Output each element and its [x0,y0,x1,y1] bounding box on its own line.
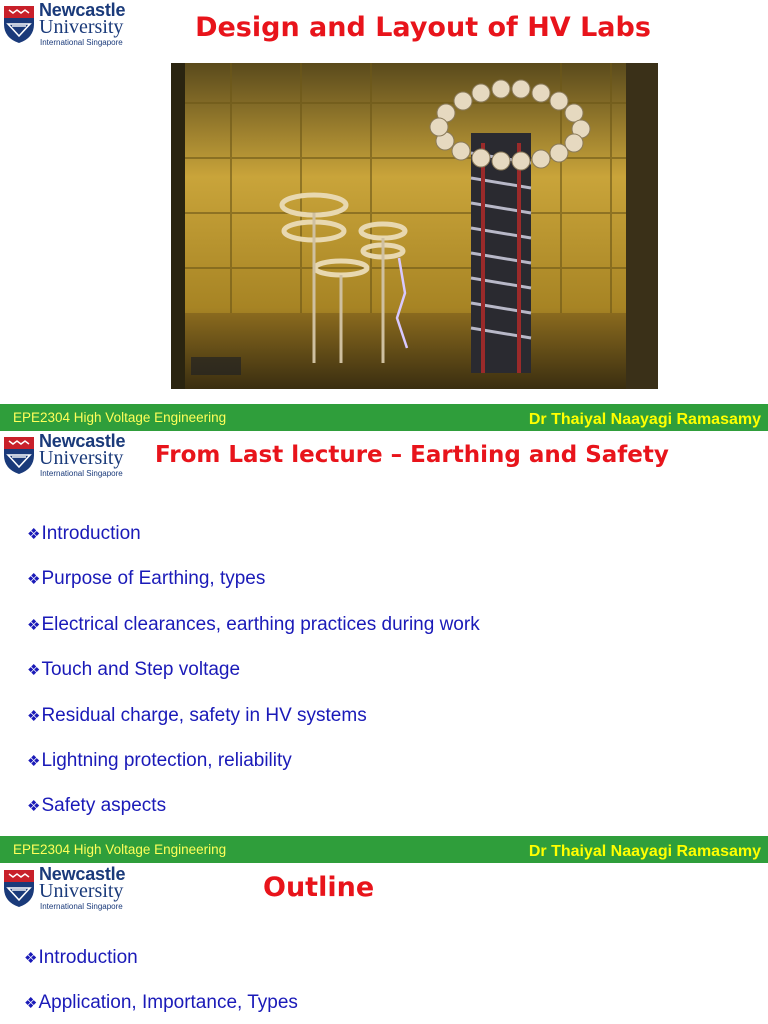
bullet-list [27,523,480,836]
footer-bar [0,836,768,863]
logo-line-1: Newcastle [39,864,126,884]
course-code: EPE2304 High Voltage Engineering [13,842,227,857]
diamond-bullet-icon: ❖ [27,752,41,770]
list-item: ❖Introduction [27,523,141,544]
logo-line-2: University [39,880,124,902]
footer-bar [0,404,768,431]
list-item: ❖Introduction [24,947,138,968]
course-code: EPE2304 High Voltage Engineering [13,410,227,425]
diamond-bullet-icon: ❖ [27,571,41,589]
logo-line-1: Newcastle [39,0,126,20]
diamond-bullet-icon: ❖ [27,616,41,634]
author-name: Dr Thaiyal Naayagi Ramasamy [528,411,761,428]
logo-line-2: University [39,447,124,469]
list-item: ❖Application, Importance, Types [24,992,298,1014]
diamond-bullet-icon: ❖ [27,526,41,543]
list-item: ❖Purpose of Earthing, types [27,568,266,590]
list-item: ❖Electrical clearances, earthing practices during work [27,613,480,635]
slide-3 [0,864,768,1024]
bullet-list [24,947,298,1024]
slide-1 [0,0,768,404]
university-logo [2,433,128,481]
author-name: Dr Thaiyal Naayagi Ramasamy [528,843,761,860]
slide-title: From Last lecture – Earthing and Safety [155,442,669,468]
list-item: ❖Residual charge, safety in HV systems [27,704,367,726]
diamond-bullet-icon: ❖ [27,707,41,725]
diamond-bullet-icon: ❖ [24,950,38,967]
slide-2 [0,431,768,836]
logo-line-3: International Singapore [40,469,123,478]
slide-title: Outline [263,872,375,903]
logo-line-2: University [39,16,124,38]
logo-line-3: International Singapore [40,38,123,47]
diamond-bullet-icon: ❖ [24,995,38,1013]
high-voltage-lab-image [171,63,658,389]
crest-icon [2,868,36,908]
list-item: ❖Touch and Step voltage [27,659,241,681]
list-item: ❖Lightning protection, reliability [27,749,292,771]
diamond-bullet-icon: ❖ [27,798,41,816]
logo-line-3: International Singapore [40,902,123,911]
list-item: ❖Safety aspects [27,795,167,817]
university-logo [2,866,128,914]
slide-title: Design and Layout of HV Labs [195,12,651,43]
crest-icon [2,435,36,475]
diamond-bullet-icon: ❖ [27,662,41,680]
logo-line-1: Newcastle [39,431,126,451]
